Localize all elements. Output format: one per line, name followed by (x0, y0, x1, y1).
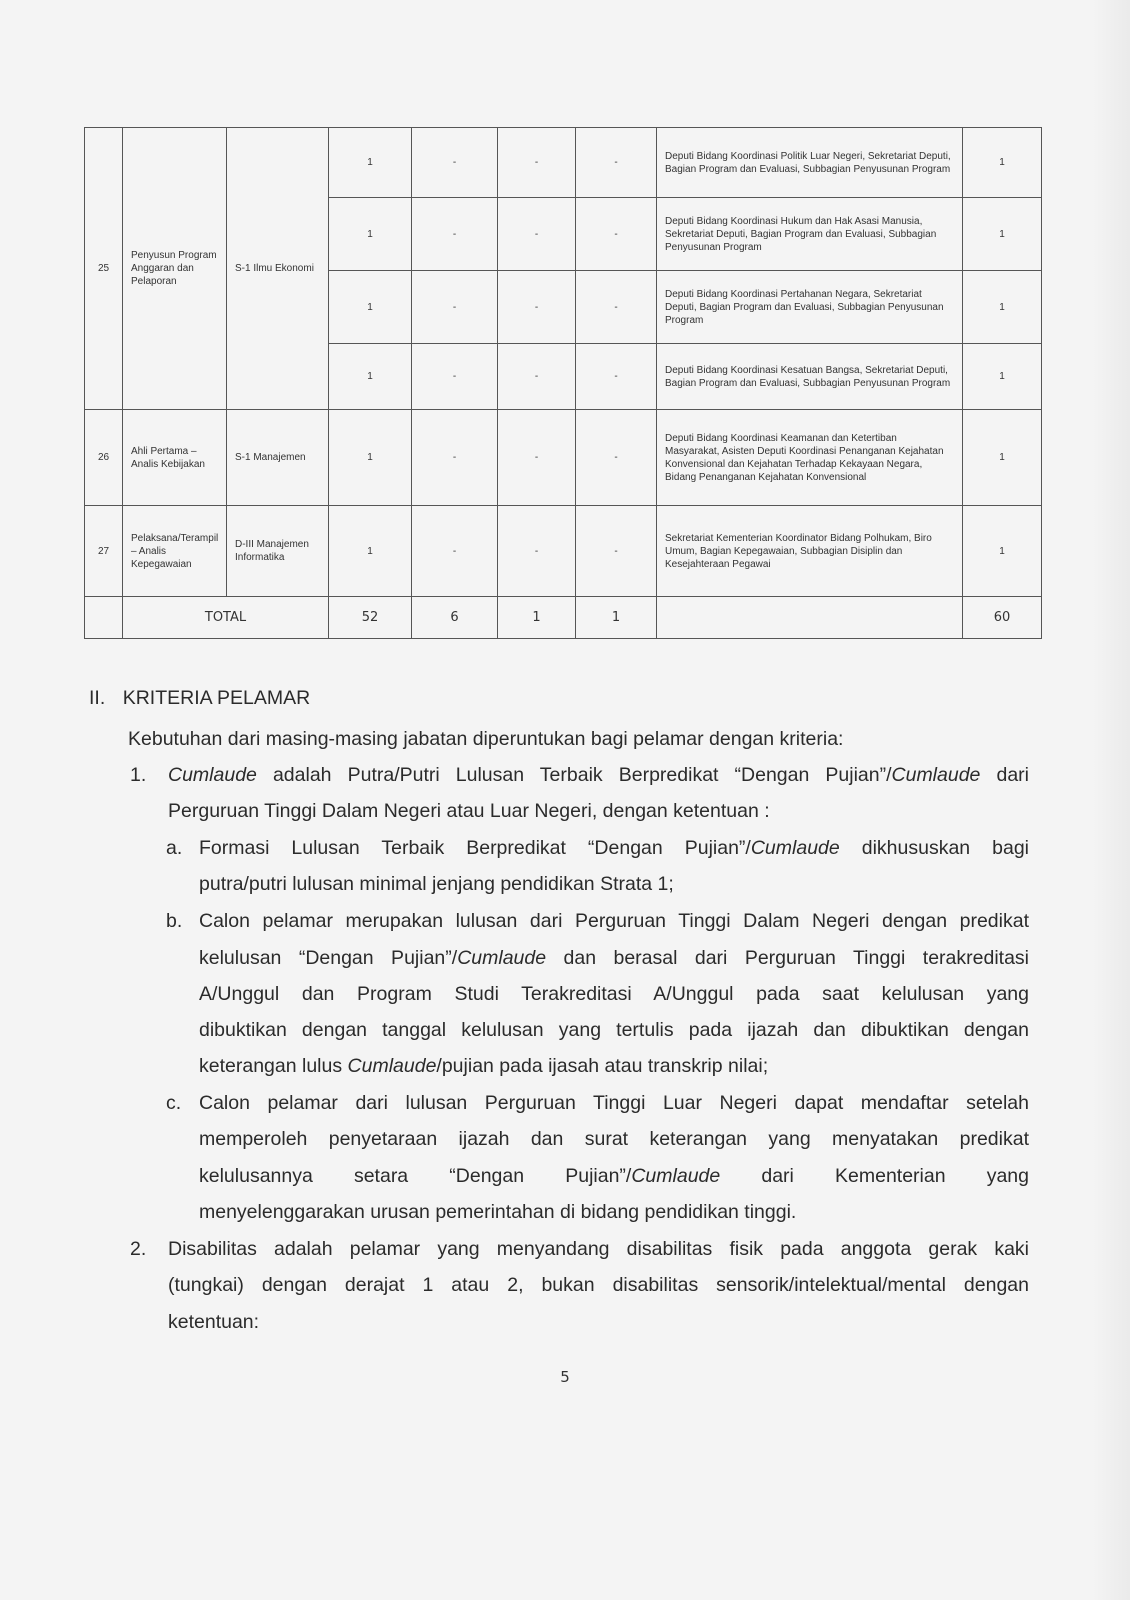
total-a: 52 (329, 597, 412, 639)
row-number: 26 (85, 410, 123, 506)
table-row (85, 128, 1042, 198)
row-number: 27 (85, 506, 123, 597)
quota-a: 1 (329, 198, 412, 271)
total-b: 6 (412, 597, 498, 639)
quota-d: - (576, 198, 657, 271)
quota-c: - (498, 410, 576, 506)
item-1-line-1: Cumlaude adalah Putra/Putri Lulusan Terbaik Berpredikat “Dengan Pujian”/Cumlaude dari (168, 764, 1029, 786)
item-1c-line-4: menyelenggarakan urusan pemerintahan di bidang pendidikan tinggi. (199, 1201, 797, 1223)
position-name: Ahli Pertama – Analis Kebijakan (123, 410, 227, 506)
section-intro: Kebutuhan dari masing-masing jabatan diperuntukan bagi pelamar dengan kriteria: (128, 728, 844, 750)
item-1c-number: c. (166, 1092, 182, 1114)
quota-d: - (576, 128, 657, 198)
item-1a-number: a. (166, 837, 183, 859)
quota-d: - (576, 271, 657, 344)
item-1c-line-3: kelulusannya setara “Dengan Pujian”/Cumlaude dari Kementerian yang (199, 1165, 1029, 1187)
item-1c-line-1: Calon pelamar dari lulusan Perguruan Tinggi Luar Negeri dapat mendaftar setelah (199, 1092, 1029, 1114)
formation-table (84, 127, 1042, 639)
item-2-line-1: Disabilitas adalah pelamar yang menyandang disabilitas fisik pada anggota gerak kaki (168, 1238, 1029, 1260)
quota-b: - (412, 506, 498, 597)
total-d: 1 (576, 597, 657, 639)
total-label: TOTAL (123, 597, 329, 639)
work-unit: Sekretariat Kementerian Koordinator Bidang Polhukam, Biro Umum, Bagian Kepegawaian, Subbagian Disiplin dan Kesejahteraan Pegawai (657, 506, 963, 597)
item-1a-line-1: Formasi Lulusan Terbaik Berpredikat “Dengan Pujian”/Cumlaude dikhususkan bagi (199, 837, 1029, 859)
quota-a: 1 (329, 410, 412, 506)
table-row (85, 506, 1042, 597)
page-number: 5 (560, 1368, 570, 1386)
item-2-line-3: ketentuan: (168, 1311, 260, 1333)
education-requirement: S-1 Manajemen (227, 410, 329, 506)
total-c: 1 (498, 597, 576, 639)
position-name: Penyusun Program Anggaran dan Pelaporan (123, 128, 227, 410)
item-1-line-2: Perguruan Tinggi Dalam Negeri atau Luar Negeri, dengan ketentuan : (168, 800, 770, 822)
quota-c: - (498, 271, 576, 344)
quota-c: - (498, 344, 576, 410)
row-total: 1 (963, 410, 1042, 506)
item-2-line-2: (tungkai) dengan derajat 1 atau 2, bukan disabilitas sensorik/intelektual/mental dengan (168, 1274, 1029, 1296)
row-total: 1 (963, 271, 1042, 344)
grand-total: 60 (963, 597, 1042, 639)
item-1b-line-2: kelulusan “Dengan Pujian”/Cumlaude dan berasal dari Perguruan Tinggi terakreditasi (199, 947, 1029, 969)
item-1a-line-2: putra/putri lulusan minimal jenjang pendidikan Strata 1; (199, 873, 674, 895)
work-unit: Deputi Bidang Koordinasi Pertahanan Negara, Sekretariat Deputi, Bagian Program dan Evaluasi, Subbagian Penyusunan Program (657, 271, 963, 344)
quota-d: - (576, 410, 657, 506)
row-total: 1 (963, 506, 1042, 597)
quota-b: - (412, 410, 498, 506)
item-1b-line-5: keterangan lulus Cumlaude/pujian pada ijasah atau transkrip nilai; (199, 1055, 769, 1077)
row-number: 25 (85, 128, 123, 410)
work-unit: Deputi Bidang Koordinasi Politik Luar Negeri, Sekretariat Deputi, Bagian Program dan Evaluasi, Subbagian Penyusunan Program (657, 128, 963, 198)
quota-a: 1 (329, 128, 412, 198)
item-1b-line-3: A/Unggul dan Program Studi Terakreditasi A/Unggul pada saat kelulusan yang (199, 983, 1029, 1005)
education-requirement: D-III Manajemen Informatika (227, 506, 329, 597)
item-1b-line-4: dibuktikan dengan tanggal kelulusan yang tertulis pada ijazah dan dibuktikan dengan (199, 1019, 1029, 1041)
item-1c-line-2: memperoleh penyetaraan ijazah dan surat keterangan yang menyatakan predikat (199, 1128, 1029, 1150)
position-name: Pelaksana/Terampil – Analis Kepegawaian (123, 506, 227, 597)
work-unit: Deputi Bidang Koordinasi Keamanan dan Ketertiban Masyarakat, Asisten Deputi Koordinasi Penanganan Kejahatan Konvensional dan Kejahatan Terhadap Kekayaan Negara, Bidang Penanganan Kejahatan Konvensional (657, 410, 963, 506)
item-1b-number: b. (166, 910, 183, 932)
quota-c: - (498, 128, 576, 198)
education-requirement: S-1 Ilmu Ekonomi (227, 128, 329, 410)
item-2-number: 2. (130, 1238, 147, 1260)
table-row (85, 410, 1042, 506)
quota-b: - (412, 128, 498, 198)
row-total: 1 (963, 128, 1042, 198)
total-row (85, 597, 1042, 639)
quota-b: - (412, 198, 498, 271)
section-number: II. (89, 687, 106, 709)
item-1b-line-1: Calon pelamar merupakan lulusan dari Perguruan Tinggi Dalam Negeri dengan predikat (199, 910, 1029, 932)
quota-d: - (576, 506, 657, 597)
quota-c: - (498, 198, 576, 271)
work-unit: Deputi Bidang Koordinasi Hukum dan Hak Asasi Manusia, Sekretariat Deputi, Bagian Program dan Evaluasi, Subbagian Penyusunan Program (657, 198, 963, 271)
section-title: KRITERIA PELAMAR (122, 687, 311, 709)
row-total: 1 (963, 344, 1042, 410)
quota-b: - (412, 271, 498, 344)
quota-a: 1 (329, 271, 412, 344)
quota-b: - (412, 344, 498, 410)
quota-a: 1 (329, 506, 412, 597)
scan-edge-shadow (1092, 0, 1130, 1600)
quota-d: - (576, 344, 657, 410)
item-1-number: 1. (130, 764, 147, 786)
work-unit: Deputi Bidang Koordinasi Kesatuan Bangsa, Sekretariat Deputi, Bagian Program dan Evaluasi, Subbagian Penyusunan Program (657, 344, 963, 410)
row-total: 1 (963, 198, 1042, 271)
quota-a: 1 (329, 344, 412, 410)
quota-c: - (498, 506, 576, 597)
